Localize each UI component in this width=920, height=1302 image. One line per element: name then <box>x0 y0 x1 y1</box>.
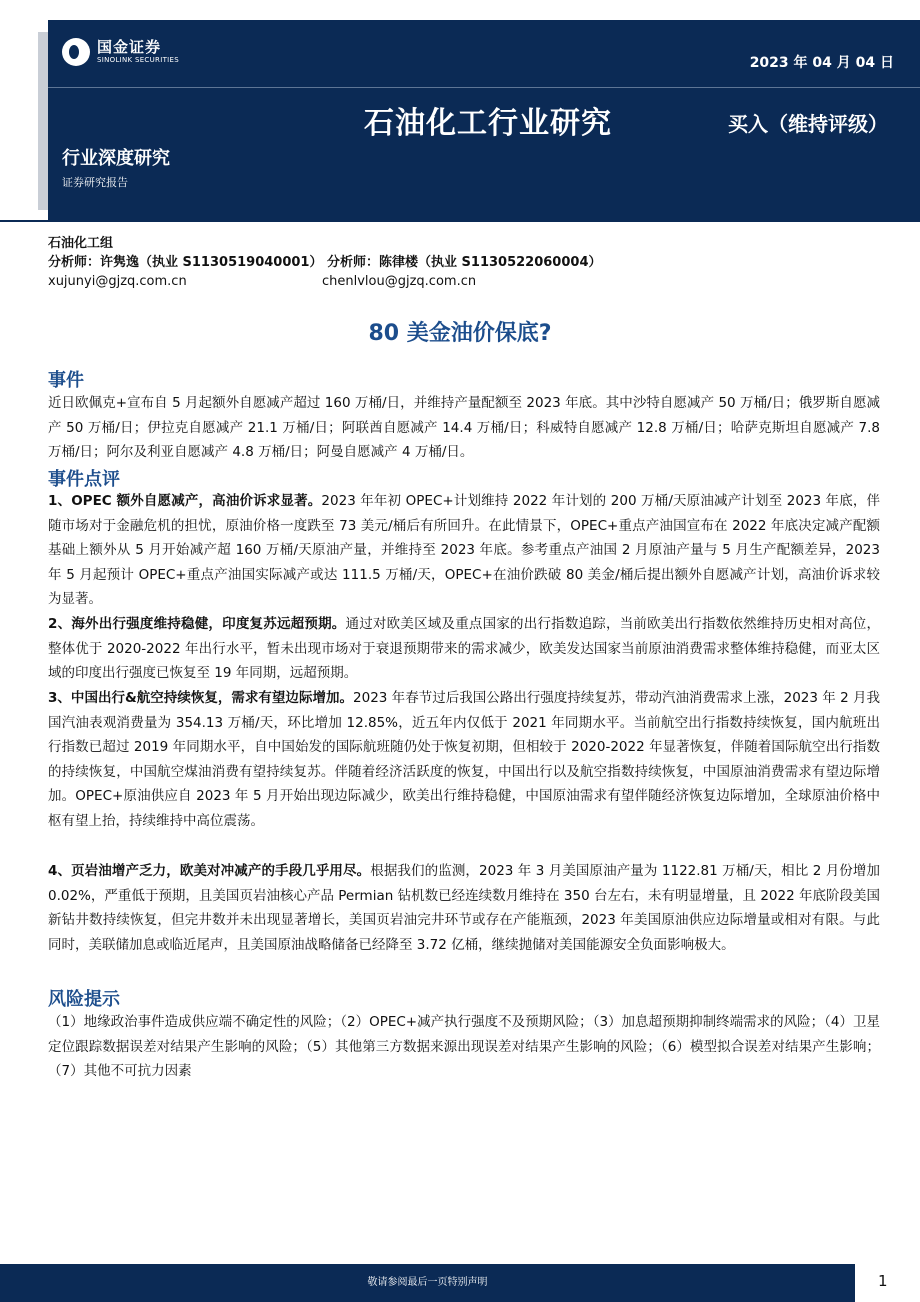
report-subtype: 证券研究报告 <box>62 176 128 189</box>
comment-point-3 <box>48 686 880 833</box>
header-shadow <box>38 32 48 210</box>
analyst-email-2[interactable]: chenlvlou@gjzq.com.cn <box>322 274 477 289</box>
company-logo <box>62 38 179 66</box>
comment-point-1 <box>48 489 880 612</box>
comment-point-lead: 1、OPEC 额外自愿减产，高油价诉求显著。 <box>48 493 322 509</box>
report-header <box>48 20 920 220</box>
report-date: 2023 年 04 月 04 日 <box>749 55 894 71</box>
logo-mark-icon <box>62 38 90 66</box>
report-type: 行业深度研究 <box>62 148 170 169</box>
comment-point-lead: 2、海外出行强度维持稳健，印度复苏远超预期。 <box>48 616 346 632</box>
logo-cn: 国金证券 <box>97 38 162 56</box>
footer-disclaimer-note: 敬请参阅最后一页特别声明 <box>367 1277 488 1288</box>
report-title: 石油化工行业研究 <box>364 106 612 141</box>
page-number: 1 <box>878 1272 888 1290</box>
logo-en: SINOLINK SECURITIES <box>97 56 179 64</box>
comment-point-2 <box>48 612 880 686</box>
header-divider <box>48 87 920 88</box>
rating-badge: 买入（维持评级） <box>728 112 888 136</box>
comment-point-lead: 4、页岩油增产乏力，欧美对冲减产的手段几乎用尽。 <box>48 863 371 879</box>
comment-point-text: 2023 年春节过后我国公路出行强度持续复苏，带动汽油消费需求上涨，2023 年 2 月我国汽油表观消费量为 354.13 万桶/天，环比增加 12.85%，近五年内仅低于 2021 年同期水平。当前航空出行指数持续恢复，国内航班出行指数已超过 2019 年同期水平，自中国始发的国际航班随仍处于恢复初期，但相较于 2020-2022 年显著恢复，伴随着国际航空出行指数的持续恢复，中国航空煤油消费有望持续复苏。伴随着经济活跃度的恢复，中国出行以及航空指数持续恢复，中国原油消费需求有望边际增加。OPEC+原油供应自 2023 年 5 月开始出现边际减少，欧美出行维持稳健，中国原油需求有望伴随经济恢复边际增加，全球原油价格中枢有望上抬，持续维持中高位震荡。 <box>48 690 881 829</box>
section-heading-risk: 风险提示 <box>48 989 120 1010</box>
comment-point-4 <box>48 859 880 957</box>
document-title: 80 美金油价保底? <box>368 321 552 346</box>
header-bottom-line <box>0 220 920 222</box>
analyst-group: 石油化工组 <box>48 236 114 251</box>
comment-point-text: 通过对欧美区域及重点国家的出行指数追踪，当前欧美出行指数依然维持历史相对高位，整体优于 2020-2022 年出行水平，暂未出现市场对于衰退预期带来的需求减少，欧美发达国家当前原油消费需求整体维持稳健，而亚太区域的印度出行强度已恢复至 19 年同期，远超预期。 <box>48 616 880 681</box>
comment-point-text: 根据我们的监测，2023 年 3 月美国原油产量为 1122.81 万桶/天，相比 2 月份增加 0.02%，严重低于预期，且美国页岩油核心产品 Permian 钻机数已经连续数月维持在 350 台左右，未有明显增量，且 2022 年底阶段美国新钻井数持续恢复，但完井数并未出现显著增长，美国页岩油完井环节或存在产能瓶颈，2023 年美国原油供应边际增量或相对有限。与此同时，美联储加息或临近尾声，且美国原油战略储备已经降至 3.72 亿桶，继续抛储对美国能源安全负面影响极大。 <box>48 863 880 953</box>
analyst-email-1[interactable]: xujunyi@gjzq.com.cn <box>48 274 187 289</box>
event-paragraph: 近日欧佩克+宣布自 5 月起额外自愿减产超过 160 万桶/日，并维持产量配额至 2023 年底。其中沙特自愿减产 50 万桶/日；俄罗斯自愿减产 50 万桶/日；伊拉克自愿减产 21.1 万桶/日；阿联酋自愿减产 14.4 万桶/日；科威特自愿减产 12.8 万桶/日；哈萨克斯坦自愿减产 7.8 万桶/日；阿尔及利亚自愿减产 4.8 万桶/日；阿曼自愿减产 4 万桶/日。 <box>48 395 880 460</box>
comment-point-text: 2023 年年初 OPEC+计划维持 2022 年计划的 200 万桶/天原油减产计划至 2023 年底，伴随市场对于金融危机的担忧，原油价格一度跌至 73 美元/桶后有所回升。在此情景下，OPEC+重点产油国宣布在 2022 年底决定减产配额基础上额外从 5 月开始减产超 160 万桶/天原油产量，并维持至 2023 年底。参考重点产油国 2 月原油产量与 5 月生产配额差异，2023 年 5 月起预计 OPEC+重点产油国实际减产或达 111.5 万桶/天，OPEC+在油价跌破 80 美金/桶后提出额外自愿减产计划，高油价诉求较为显著。 <box>48 493 881 607</box>
analyst-names: 分析师：许隽逸（执业 S1130519040001） 分析师：陈律楼（执业 S1130522060004） <box>48 255 602 270</box>
risk-paragraph: （1）地缘政治事件造成供应端不确定性的风险；（2）OPEC+减产执行强度不及预期风险；（3）加息超预期抑制终端需求的风险；（4）卫星定位跟踪数据误差对结果产生影响的风险；（5）其他第三方数据来源出现误差对结果产生影响的风险；（6）模型拟合误差对结果产生影响；（7）其他不可抗力因素 <box>48 1014 880 1079</box>
section-heading-comment: 事件点评 <box>48 469 120 490</box>
comment-point-lead: 3、中国出行&航空持续恢复，需求有望边际增加。 <box>48 690 354 706</box>
section-heading-event: 事件 <box>48 370 84 391</box>
